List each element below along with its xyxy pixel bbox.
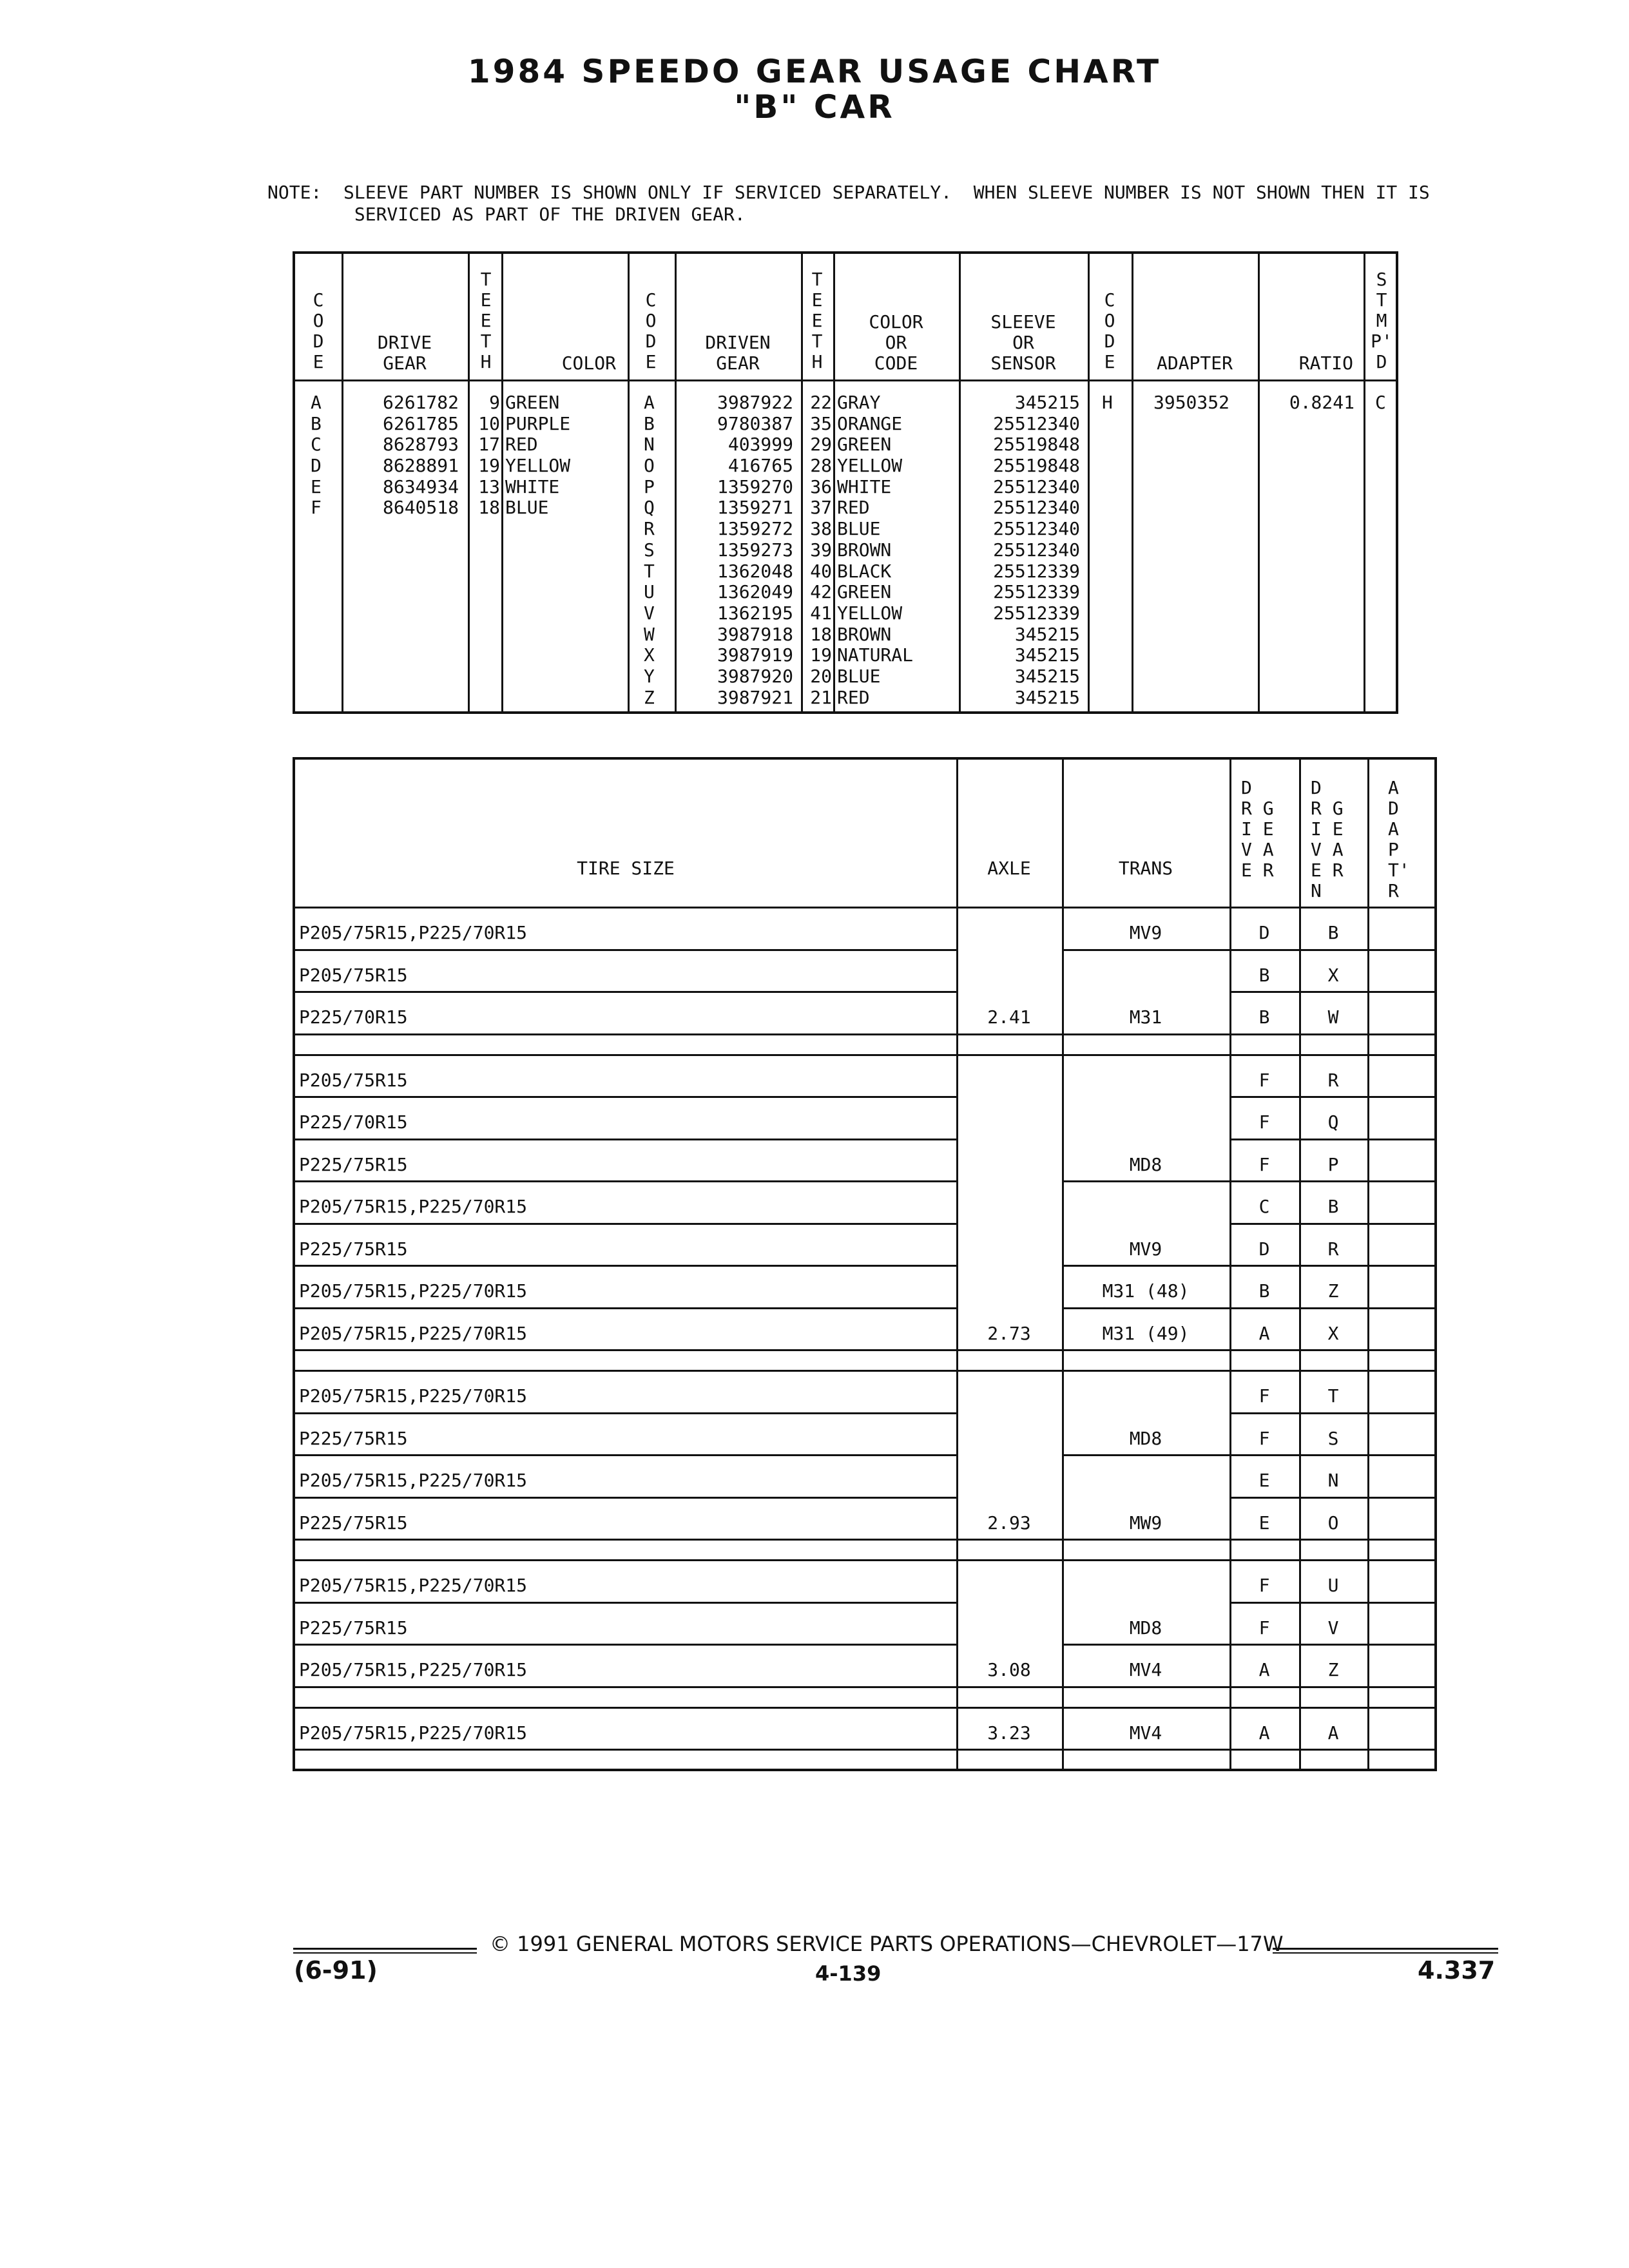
driven-gear-number: 1362049 [717, 581, 793, 603]
driven-gear-cell: X [1327, 964, 1339, 986]
driven-code: Z [644, 686, 655, 708]
driven-gear-column [675, 392, 793, 708]
driven-teeth: 22 [810, 392, 832, 413]
driven-teeth: 41 [810, 602, 832, 624]
axle-rule [956, 1749, 1062, 1751]
drive-color: RED [505, 434, 538, 456]
driven-color: YELLOW [837, 455, 903, 477]
driven-color: BROWN [837, 539, 892, 561]
row-rule-right [1229, 949, 1434, 951]
row-rule-right [1229, 1644, 1434, 1646]
tire-size-cell: P205/75R15,P225/70R15 [299, 1575, 528, 1596]
row-rule [295, 1139, 956, 1140]
driven-gear-cell: Q [1327, 1111, 1339, 1133]
axle-cell: 3.08 [987, 1659, 1031, 1680]
trans-cell: M31 (49) [1102, 1322, 1190, 1344]
drive-code: E [311, 476, 322, 497]
page-number: 4.337 [1418, 1956, 1496, 1984]
driver-gear-cell: E [1258, 1470, 1270, 1491]
row-rule-right [1229, 1454, 1434, 1456]
tire-size-cell: P205/75R15,P225/70R15 [299, 1196, 528, 1217]
gear-parts-table [293, 251, 1398, 714]
driven-gear-cell: R [1327, 1238, 1339, 1260]
drive-teeth: 18 [478, 497, 500, 519]
sleeve-number: 345215 [1014, 623, 1080, 645]
driver-gear-cell: A [1258, 1322, 1270, 1344]
driven-gear-number: 3987918 [717, 623, 793, 645]
trans-rule [1062, 1033, 1229, 1035]
driven-gear-number: 1359271 [717, 497, 793, 519]
trans-rule [1062, 1265, 1229, 1267]
driven-code: R [644, 518, 655, 540]
driver-gear-cell: F [1258, 1575, 1270, 1596]
axle-divider [956, 1559, 958, 1707]
axle-rule [956, 1686, 1062, 1688]
driven-gear-number: 9780387 [717, 412, 793, 434]
header-adapter-col: A D A P T' R [1388, 777, 1410, 901]
note-line-2: SERVICED AS PART OF THE DRIVEN GEAR. [354, 204, 746, 225]
driven-color: BLUE [837, 665, 881, 687]
row-rule-right [1229, 1096, 1434, 1098]
driven-gear-number: 1359272 [717, 518, 793, 540]
tire-size-cell: P225/70R15 [299, 1006, 408, 1028]
driven-color: RED [837, 497, 870, 519]
trans-rule [1062, 1749, 1229, 1751]
drive-color: YELLOW [505, 455, 571, 477]
driven-teeth-column [801, 392, 832, 708]
trans-cell: MW9 [1129, 1512, 1162, 1533]
driven-gear-number: 3987922 [717, 392, 793, 413]
row-rule [295, 1180, 956, 1182]
driven-gear-cell: S [1327, 1427, 1339, 1449]
row-rule-right [1229, 1033, 1434, 1035]
header-code-adapter: C O D E [1104, 289, 1115, 372]
driven-teeth: 37 [810, 497, 832, 519]
copyright-line: © 1991 GENERAL MOTORS SERVICE PARTS OPERATIONS—CHEVROLET—17W [490, 1932, 1284, 1956]
driven-code: O [644, 455, 655, 477]
driven-color: YELLOW [837, 602, 903, 624]
adapter-code: H [1102, 392, 1113, 413]
sleeve-number: 25512339 [993, 602, 1080, 624]
page-title: 1984 SPEEDO GEAR USAGE CHART [467, 53, 1162, 90]
row-rule [295, 1644, 956, 1646]
trans-cell: MD8 [1129, 1617, 1162, 1639]
drive-code-column [311, 392, 322, 519]
note-label: NOTE: [267, 182, 322, 203]
trans-cell: MV9 [1129, 922, 1162, 943]
header-stmpd: S T M P' D [1371, 269, 1393, 372]
row-rule [295, 1033, 956, 1035]
row-rule-right [1229, 1307, 1434, 1309]
sleeve-number: 25512340 [993, 476, 1080, 497]
driven-teeth: 18 [810, 623, 832, 645]
drive-color: WHITE [505, 476, 560, 497]
tire-size-cell: P205/75R15,P225/70R15 [299, 1659, 528, 1680]
tire-size-cell: P205/75R15,P225/70R15 [299, 1322, 528, 1344]
tire-size-cell: P205/75R15,P225/70R15 [299, 1280, 528, 1302]
tire-size-cell: P205/75R15 [299, 1069, 408, 1091]
driver-gear-cell: F [1258, 1617, 1270, 1639]
row-rule [295, 1749, 956, 1751]
trans-cell: M31 (48) [1102, 1280, 1190, 1302]
row-rule [295, 1686, 956, 1688]
driven-gear-cell: W [1327, 1006, 1339, 1028]
driven-teeth: 21 [810, 686, 832, 708]
driver-gear-cell: A [1258, 1659, 1270, 1680]
sleeve-number: 345215 [1014, 686, 1080, 708]
driver-gear-cell: B [1258, 1006, 1270, 1028]
driver-gear-cell: D [1258, 922, 1270, 943]
driver-gear-cell: F [1258, 1153, 1270, 1175]
driven-teeth: 39 [810, 539, 832, 561]
trans-rule [1062, 1644, 1229, 1646]
driver-gear-cell: A [1258, 1722, 1270, 1744]
sleeve-number: 25512340 [993, 539, 1080, 561]
driven-code-column [644, 392, 655, 708]
driven-code: Q [644, 497, 655, 519]
row-rule [295, 1412, 956, 1414]
driven-gear-number: 416765 [728, 455, 793, 477]
trans-rule [1062, 1686, 1229, 1688]
tire-size-cell: P225/75R15 [299, 1427, 408, 1449]
driven-code: X [644, 644, 655, 666]
adapter-part: 3950352 [1153, 392, 1229, 413]
driven-teeth: 35 [810, 412, 832, 434]
axle-cell: 3.23 [987, 1722, 1031, 1744]
header-color-or-code: COLOR OR CODE [869, 311, 923, 374]
row-rule-right [1229, 1180, 1434, 1182]
footer-rule-right [1273, 1948, 1498, 1950]
sleeve-number: 25512340 [993, 412, 1080, 434]
trans-divider [1062, 1054, 1064, 1370]
driven-gear-cell: R [1327, 1069, 1339, 1091]
driver-gear-cell: B [1258, 1280, 1270, 1302]
drive-teeth: 9 [489, 392, 500, 413]
driver-gear-cell: F [1258, 1069, 1270, 1091]
drive-teeth-column [468, 392, 500, 519]
axle-rule [956, 1033, 1062, 1035]
driven-gear-cell: V [1327, 1617, 1339, 1639]
tire-size-cell: P225/75R15 [299, 1238, 408, 1260]
driven-code: V [644, 602, 655, 624]
header-teeth: T E E T H [480, 269, 492, 372]
row-rule [295, 991, 956, 993]
driver-gear-cell: F [1258, 1427, 1270, 1449]
sleeve-number: 345215 [1014, 665, 1080, 687]
footer-rule-left [293, 1948, 477, 1950]
row-rule-right [1229, 1749, 1434, 1751]
driven-color: GREEN [837, 581, 892, 603]
driven-color: WHITE [837, 476, 892, 497]
adapter-ratio: 0.8241 [1289, 392, 1354, 413]
header-sleeve-or-sensor: SLEEVE OR SENSOR [990, 311, 1056, 374]
driven-gear-cell: T [1327, 1385, 1339, 1407]
group-rule [295, 1769, 1434, 1771]
note-line-1: SLEEVE PART NUMBER IS SHOWN ONLY IF SERVICED SEPARATELY. WHEN SLEEVE NUMBER IS NOT SHOWN THEN IT IS [343, 182, 1430, 203]
driven-gear-cell: O [1327, 1512, 1339, 1533]
sleeve-number: 25512340 [993, 497, 1080, 519]
trans-cell: M31 [1129, 1006, 1162, 1028]
row-rule-right [1229, 991, 1434, 993]
trans-rule [1062, 1454, 1229, 1456]
trans-rule [1062, 1307, 1229, 1309]
driven-color: GRAY [837, 392, 881, 413]
driven-teeth: 40 [810, 560, 832, 582]
driven-code: Y [644, 665, 655, 687]
driven-teeth: 28 [810, 455, 832, 477]
trans-cell: MV9 [1129, 1238, 1162, 1260]
tire-size-cell: P205/75R15,P225/70R15 [299, 922, 528, 943]
driven-gear-cell: X [1327, 1322, 1339, 1344]
driven-gear-number: 1362195 [717, 602, 793, 624]
row-rule-right [1229, 1349, 1434, 1351]
row-rule-right [1229, 1223, 1434, 1225]
row-rule-right [1229, 1602, 1434, 1604]
tire-size-cell: P225/70R15 [299, 1111, 408, 1133]
driven-color: BLACK [837, 560, 892, 582]
drive-gear-column [342, 392, 459, 519]
driven-gear-cell: B [1327, 922, 1339, 943]
revision-date: (6-91) [294, 1956, 378, 1984]
driver-gear-cell: F [1258, 1111, 1270, 1133]
header-driven-gear-col: D R G I E V A E R N [1311, 777, 1344, 901]
sleeve-number: 25512339 [993, 581, 1080, 603]
tire-size-cell: P205/75R15,P225/70R15 [299, 1722, 528, 1744]
driven-color: ORANGE [837, 412, 903, 434]
adapter-stmpd: C [1375, 392, 1386, 413]
trans-cell: MD8 [1129, 1427, 1162, 1449]
header-tire-size: TIRE SIZE [577, 858, 675, 879]
drive-code: C [311, 434, 322, 456]
drive-code: B [311, 412, 322, 434]
row-rule [295, 1349, 956, 1351]
axle-divider [956, 907, 958, 1054]
sleeve-number: 25512340 [993, 518, 1080, 540]
driven-gear-cell: P [1327, 1153, 1339, 1175]
driven-gear-number: 1359270 [717, 476, 793, 497]
header-adapter: ADAPTER [1156, 352, 1233, 374]
row-rule [295, 1497, 956, 1499]
axle-rule [956, 1349, 1062, 1351]
row-rule [295, 949, 956, 951]
trans-divider [1062, 1707, 1064, 1770]
drive-code: D [311, 455, 322, 477]
driven-color: NATURAL [837, 644, 914, 666]
drive-gear-number: 8634934 [382, 476, 459, 497]
driven-teeth: 36 [810, 476, 832, 497]
trans-cell: MV4 [1129, 1659, 1162, 1680]
driven-color-column [837, 392, 913, 708]
axle-cell: 2.41 [987, 1006, 1031, 1028]
drive-teeth: 19 [478, 455, 500, 477]
tire-size-cell: P205/75R15 [299, 964, 408, 986]
header-code-driven: C O D E [645, 289, 657, 372]
page-reference: 4-139 [815, 1961, 882, 1986]
driven-color: GREEN [837, 434, 892, 456]
drive-color: PURPLE [505, 412, 571, 434]
driven-gear-number: 3987920 [717, 665, 793, 687]
driven-teeth: 20 [810, 665, 832, 687]
row-rule-right [1229, 1686, 1434, 1688]
row-rule [295, 1096, 956, 1098]
tire-size-cell: P205/75R15,P225/70R15 [299, 1385, 528, 1407]
driven-color: RED [837, 686, 870, 708]
group-rule [295, 1707, 1434, 1709]
tire-size-cell: P225/75R15 [299, 1512, 408, 1533]
driven-color: BROWN [837, 623, 892, 645]
header-code: C O D E [313, 289, 324, 372]
drive-teeth: 10 [478, 412, 500, 434]
group-rule [295, 1370, 1434, 1372]
tire-size-cell: P205/75R15,P225/70R15 [299, 1470, 528, 1491]
sleeve-number: 25512339 [993, 560, 1080, 582]
axle-divider [956, 1370, 958, 1559]
driven-gear-number: 1362048 [717, 560, 793, 582]
row-rule [295, 1454, 956, 1456]
driven-code: T [644, 560, 655, 582]
driven-code: W [644, 623, 655, 645]
group-rule [295, 1054, 1434, 1056]
driver-gear-cell: D [1258, 1238, 1270, 1260]
row-rule-right [1229, 1497, 1434, 1499]
axle-divider [956, 1054, 958, 1370]
row-rule-right [1229, 1412, 1434, 1414]
note-block [267, 182, 1430, 226]
driven-gear-number: 3987921 [717, 686, 793, 708]
row-rule-right [1229, 1539, 1434, 1541]
driven-code: P [644, 476, 655, 497]
driven-code: S [644, 539, 655, 561]
driver-gear-cell: E [1258, 1512, 1270, 1533]
driven-code: U [644, 581, 655, 603]
drive-gear-number: 6261782 [382, 392, 459, 413]
sleeve-column [959, 392, 1080, 708]
driven-gear-cell: N [1327, 1470, 1339, 1491]
tire-size-cell: P225/75R15 [299, 1617, 408, 1639]
driven-code: B [644, 412, 655, 434]
header-driver-gear: D R G I E V A E R [1241, 777, 1274, 881]
driven-gear-number: 3987919 [717, 644, 793, 666]
header-driven-gear: DRIVEN GEAR [705, 332, 771, 374]
driven-teeth: 19 [810, 644, 832, 666]
drive-teeth: 17 [478, 434, 500, 456]
driver-gear-cell: F [1258, 1385, 1270, 1407]
driven-gear-cell: Z [1327, 1280, 1339, 1302]
row-rule [295, 1539, 956, 1541]
row-rule-right [1229, 1139, 1434, 1140]
axle-rule [956, 1539, 1062, 1541]
trans-rule [1062, 1180, 1229, 1182]
row-rule-right [1229, 1265, 1434, 1267]
driven-code: A [644, 392, 655, 413]
footer-rule-left-2 [293, 1952, 477, 1954]
header-teeth-driven: T E E T H [811, 269, 823, 372]
sleeve-number: 345215 [1014, 644, 1080, 666]
driven-gear-cell: U [1327, 1575, 1339, 1596]
trans-cell: MD8 [1129, 1153, 1162, 1175]
driven-gear-cell: B [1327, 1196, 1339, 1217]
row-rule [295, 1602, 956, 1604]
driven-teeth: 38 [810, 518, 832, 540]
drive-teeth: 13 [478, 476, 500, 497]
group-rule [295, 1559, 1434, 1561]
driven-teeth: 42 [810, 581, 832, 603]
drive-code: A [311, 392, 322, 413]
footer-rule-right-2 [1273, 1952, 1498, 1954]
drive-gear-number: 8640518 [382, 497, 459, 519]
driven-teeth: 29 [810, 434, 832, 456]
driven-gear-number: 403999 [728, 434, 793, 456]
driven-color: BLUE [837, 518, 881, 540]
drive-color-column [505, 392, 570, 519]
row-rule [295, 1223, 956, 1225]
driven-code: N [644, 434, 655, 456]
driven-gear-number: 1359273 [717, 539, 793, 561]
drive-gear-number: 6261785 [382, 412, 459, 434]
header-color: COLOR [561, 352, 616, 374]
row-rule [295, 1265, 956, 1267]
trans-cell: MV4 [1129, 1722, 1162, 1744]
trans-divider [1062, 1370, 1064, 1559]
axle-divider [956, 1707, 958, 1770]
drive-color: GREEN [505, 392, 560, 413]
drive-color: BLUE [505, 497, 549, 519]
driver-gear-cell: B [1258, 964, 1270, 986]
header-trans: TRANS [1118, 858, 1173, 879]
drive-gear-number: 8628891 [382, 455, 459, 477]
drive-code: F [311, 497, 322, 519]
trans-divider [1062, 907, 1064, 1054]
page-subtitle: "B" CAR [734, 88, 895, 126]
trans-rule [1062, 1539, 1229, 1541]
axle-cell: 2.73 [987, 1322, 1031, 1344]
sleeve-number: 345215 [1014, 392, 1080, 413]
trans-divider [1062, 1559, 1064, 1707]
driver-gear-cell: C [1258, 1196, 1270, 1217]
sleeve-number: 25519848 [993, 434, 1080, 456]
header-ratio: RATIO [1298, 352, 1353, 374]
trans-rule [1062, 949, 1229, 951]
row-rule [295, 1307, 956, 1309]
driven-gear-cell: A [1327, 1722, 1339, 1744]
usage-table [293, 757, 1437, 1771]
header-axle: AXLE [987, 858, 1031, 879]
axle-cell: 2.93 [987, 1512, 1031, 1533]
drive-gear-number: 8628793 [382, 434, 459, 456]
driven-gear-cell: Z [1327, 1659, 1339, 1680]
tire-size-cell: P225/75R15 [299, 1153, 408, 1175]
header-drive-gear: DRIVE GEAR [377, 332, 432, 374]
sleeve-number: 25519848 [993, 455, 1080, 477]
trans-rule [1062, 1349, 1229, 1351]
